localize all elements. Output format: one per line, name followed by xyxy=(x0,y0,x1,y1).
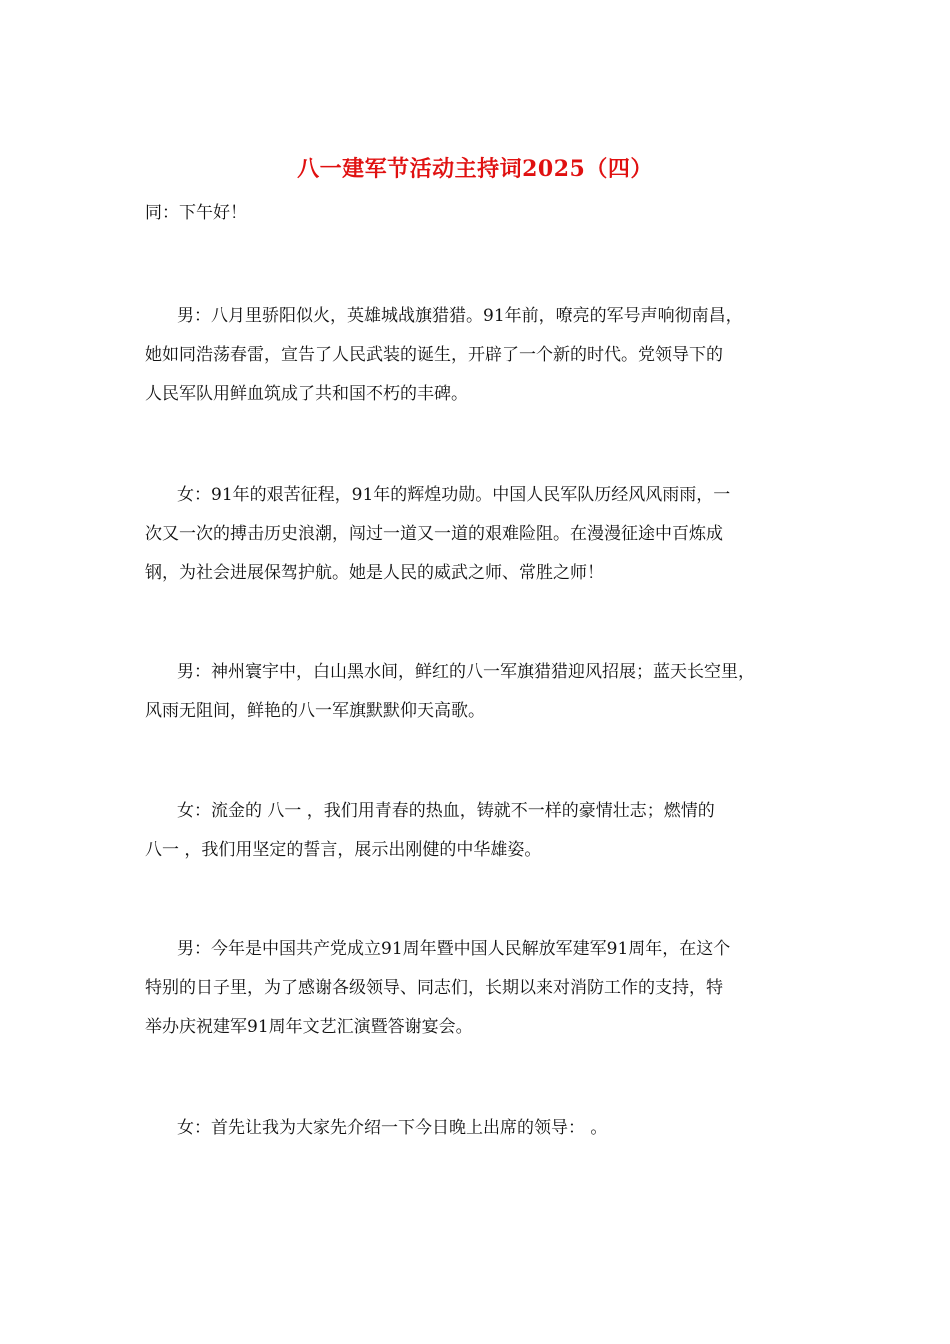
paragraph-line: 男：神州寰宇中，白山黑水间，鲜红的八一军旗猎猎迎风招展；蓝天长空里， xyxy=(177,662,755,682)
paragraph-3 xyxy=(145,653,835,731)
paragraph-line: 特别的日子里，为了感谢各级领导、同志们，长期以来对消防工作的支持，特 xyxy=(145,978,723,998)
paragraph-line: 女：首先让我为大家先介绍一下今日晚上出席的领导： 。 xyxy=(177,1118,608,1138)
paragraph-6 xyxy=(145,1109,835,1148)
paragraph-line: 她如同浩荡春雷，宣告了人民武装的诞生，开辟了一个新的时代。党领导下的 xyxy=(145,345,723,365)
document-title: 八一建军节活动主持词2025（四） xyxy=(297,156,653,182)
greeting-line: 同：下午好！ xyxy=(145,203,247,223)
paragraph-1 xyxy=(145,297,835,414)
paragraph-line: 人民军队用鲜血筑成了共和国不朽的丰碑。 xyxy=(145,384,468,404)
paragraph-line: 风雨无阻间，鲜艳的八一军旗默默仰天高歌。 xyxy=(145,701,485,721)
paragraph-line: 钢，为社会进展保驾护航。她是人民的威武之师、常胜之师！ xyxy=(145,563,604,583)
paragraph-5 xyxy=(145,930,835,1047)
paragraph-line: 男：今年是中国共产党成立91周年暨中国人民解放军建军91周年，在这个 xyxy=(177,939,731,959)
paragraph-line: 男：八月里骄阳似火，英雄城战旗猎猎。91年前，嘹亮的军号声响彻南昌， xyxy=(177,306,743,326)
paragraph-line: 女：流金的 八一 ，我们用青春的热血，铸就不一样的豪情壮志；燃情的 xyxy=(177,801,715,821)
paragraph-4 xyxy=(145,792,835,870)
paragraph-line: 次又一次的搏击历史浪潮，闯过一道又一道的艰难险阻。在漫漫征途中百炼成 xyxy=(145,524,723,544)
paragraph-line: 举办庆祝建军91周年文艺汇演暨答谢宴会。 xyxy=(145,1017,473,1037)
paragraph-2 xyxy=(145,476,835,593)
paragraph-line: 女：91年的艰苦征程，91年的辉煌功勋。中国人民军队历经风风雨雨，一 xyxy=(177,485,731,505)
paragraph-line: 八一 ，我们用坚定的誓言，展示出刚健的中华雄姿。 xyxy=(145,840,542,860)
